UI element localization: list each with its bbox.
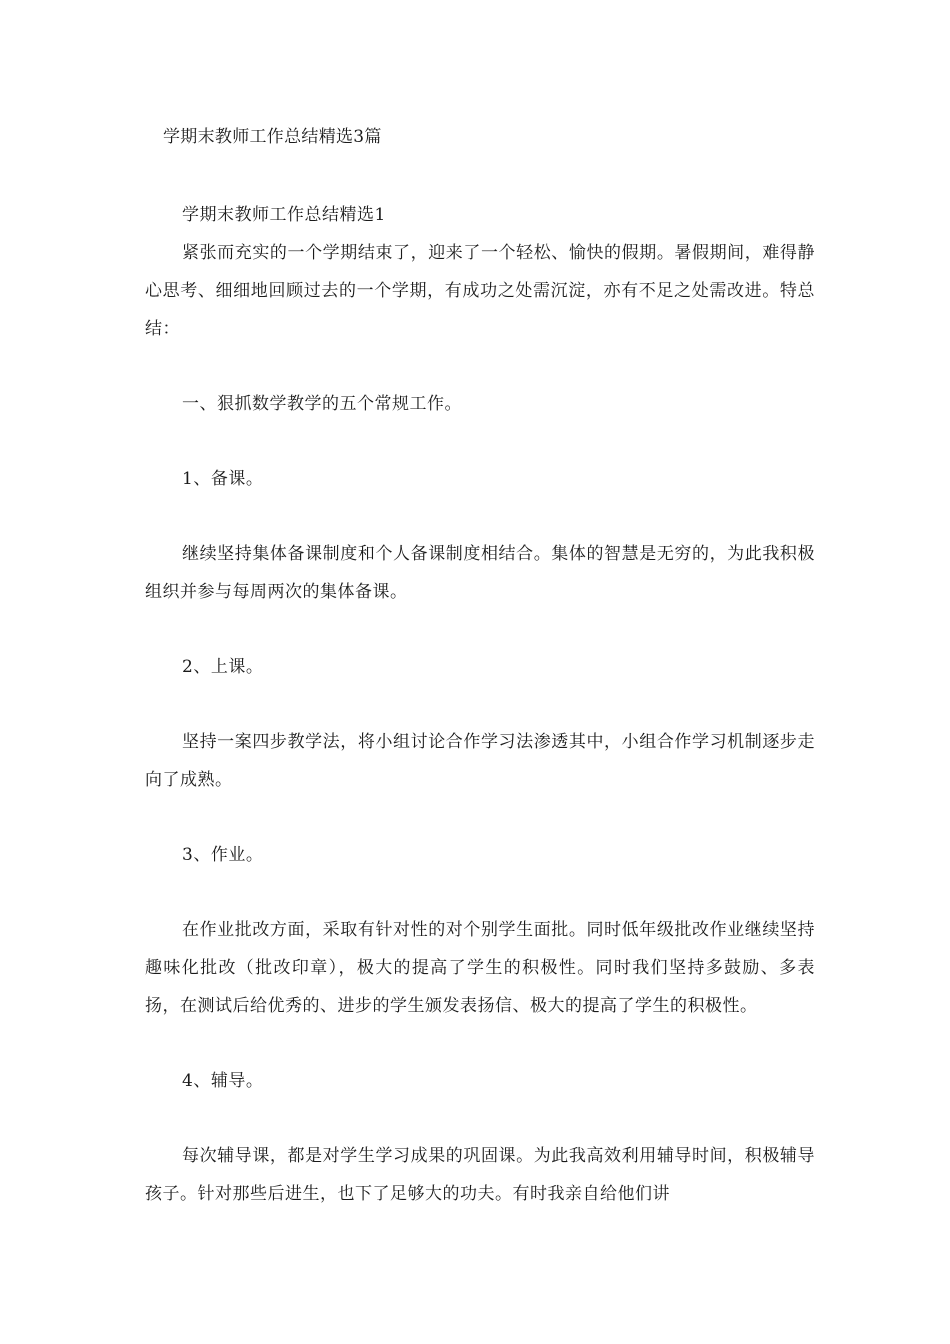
item4-heading: 4、辅导。 [182,1071,264,1091]
item1-heading: 1、备课。 [182,469,264,489]
intro-paragraph: 紧张而充实的一个学期结束了，迎来了一个轻松、愉快的假期。暑假期间，难得静心思考、细细地回顾过去的一个学期，有成功之处需沉淀，亦有不足之处需改进。特总结： [145,243,815,339]
item2-heading: 2、上课。 [182,657,264,677]
item1-body: 继续坚持集体备课制度和个人备课制度相结合。集体的智慧是无穷的，为此我积极组织并参与每周两次的集体备课。 [145,544,815,602]
document-title: 学期末教师工作总结精选3篇 [163,127,382,147]
item4-body: 每次辅导课，都是对学生学习成果的巩固课。为此我高效利用辅导时间，积极辅导孩子。针对那些后进生，也下了足够大的功夫。有时我亲自给他们讲 [145,1146,815,1204]
item3-body: 在作业批改方面，采取有针对性的对个别学生面批。同时低年级批改作业继续坚持趣味化批改（批改印章），极大的提高了学生的积极性。同时我们坚持多鼓励、多表扬，在测试后给优秀的、进步的学生颁发表扬信、极大的提高了学生的积极性。 [145,920,815,1016]
part1-heading: 一、狠抓数学教学的五个常规工作。 [182,394,462,414]
item2-body: 坚持一案四步教学法，将小组讨论合作学习法渗透其中，小组合作学习机制逐步走向了成熟。 [145,732,815,790]
item3-heading: 3、作业。 [182,845,264,865]
section-title: 学期末教师工作总结精选1 [182,205,386,225]
document-body [145,196,815,1213]
